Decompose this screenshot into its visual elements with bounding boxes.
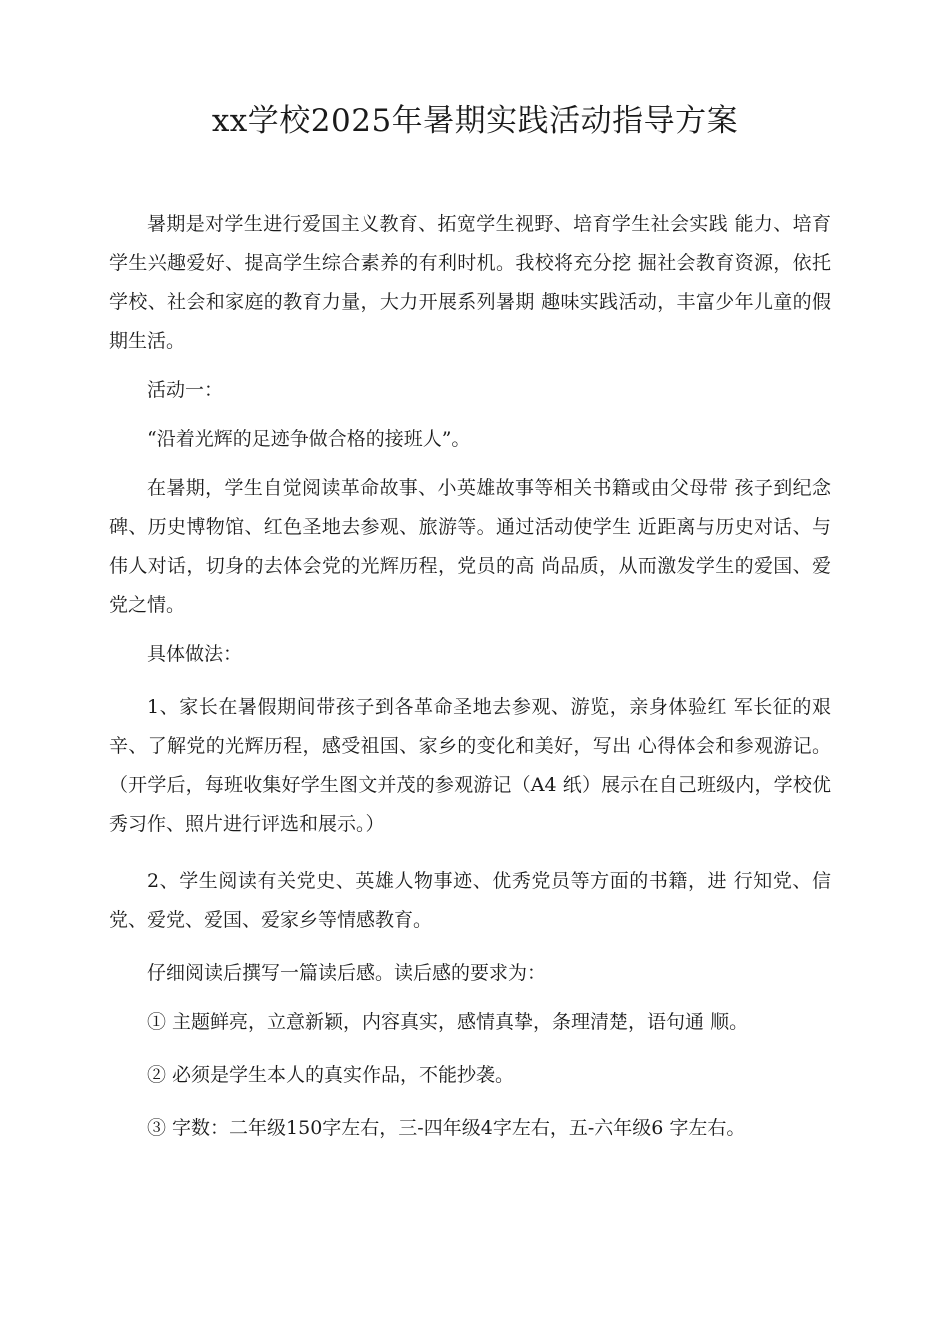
- reading-requirement-intro: 仔细阅读后撰写一篇读后感。读后感的要求为：: [147, 962, 547, 984]
- activity-description: 在暑期，学生自觉阅读革命故事、小英雄故事等相关书籍或由父母带 孩子到纪念碑、历史博物馆、红色圣地去参观、旅游等。通过活动使学生 近距离与历史对话、与伟人对话，切身的去体会党的光辉历程，党员的高 尚品质，从而激发学生的爱国、爱党之情。: [109, 477, 831, 616]
- requirement-item-1: ① 主题鲜亮，立意新颖，内容真实，感情真挚，条理清楚，语句通 顺。: [147, 1011, 749, 1033]
- document-body: [109, 205, 831, 1148]
- intro-paragraph: 暑期是对学生进行爱国主义教育、拓宽学生视野、培育学生社会实践 能力、培育学生兴趣爱好、提高学生综合素养的有利时机。我校将充分挖 掘社会教育资源，依托学校、社会和家庭的教育力量，大力开展系列暑期 趣味实践活动，丰富少年儿童的假期生活。: [109, 213, 831, 352]
- method-heading: 具体做法：: [147, 643, 243, 665]
- activity-heading: 活动一：: [147, 379, 224, 401]
- activity-theme: “沿着光辉的足迹争做合格的接班人”。: [147, 428, 471, 450]
- method-item-1: 1、家长在暑假期间带孩子到各革命圣地去参观、游览，亲身体验红 军长征的艰辛、了解党的光辉历程，感受祖国、家乡的变化和美好，写出 心得体会和参观游记。（开学后，每班收集好学生图文并茂的参观游记（A4 纸）展示在自己班级内，学校优秀习作、照片进行评选和展示。）: [109, 696, 831, 835]
- method-item-2: 2、学生阅读有关党史、英雄人物事迹、优秀党员等方面的书籍，进 行知党、信党、爱党、爱国、爱家乡等情感教育。: [109, 870, 831, 931]
- document-title: xx学校2025年暑期实践活动指导方案: [211, 103, 739, 139]
- requirement-item-2: ② 必须是学生本人的真实作品，不能抄袭。: [147, 1064, 515, 1086]
- requirement-item-3: ③ 字数：二年级150字左右，三-四年级4字左右，五-六年级6 字左右。: [147, 1117, 746, 1139]
